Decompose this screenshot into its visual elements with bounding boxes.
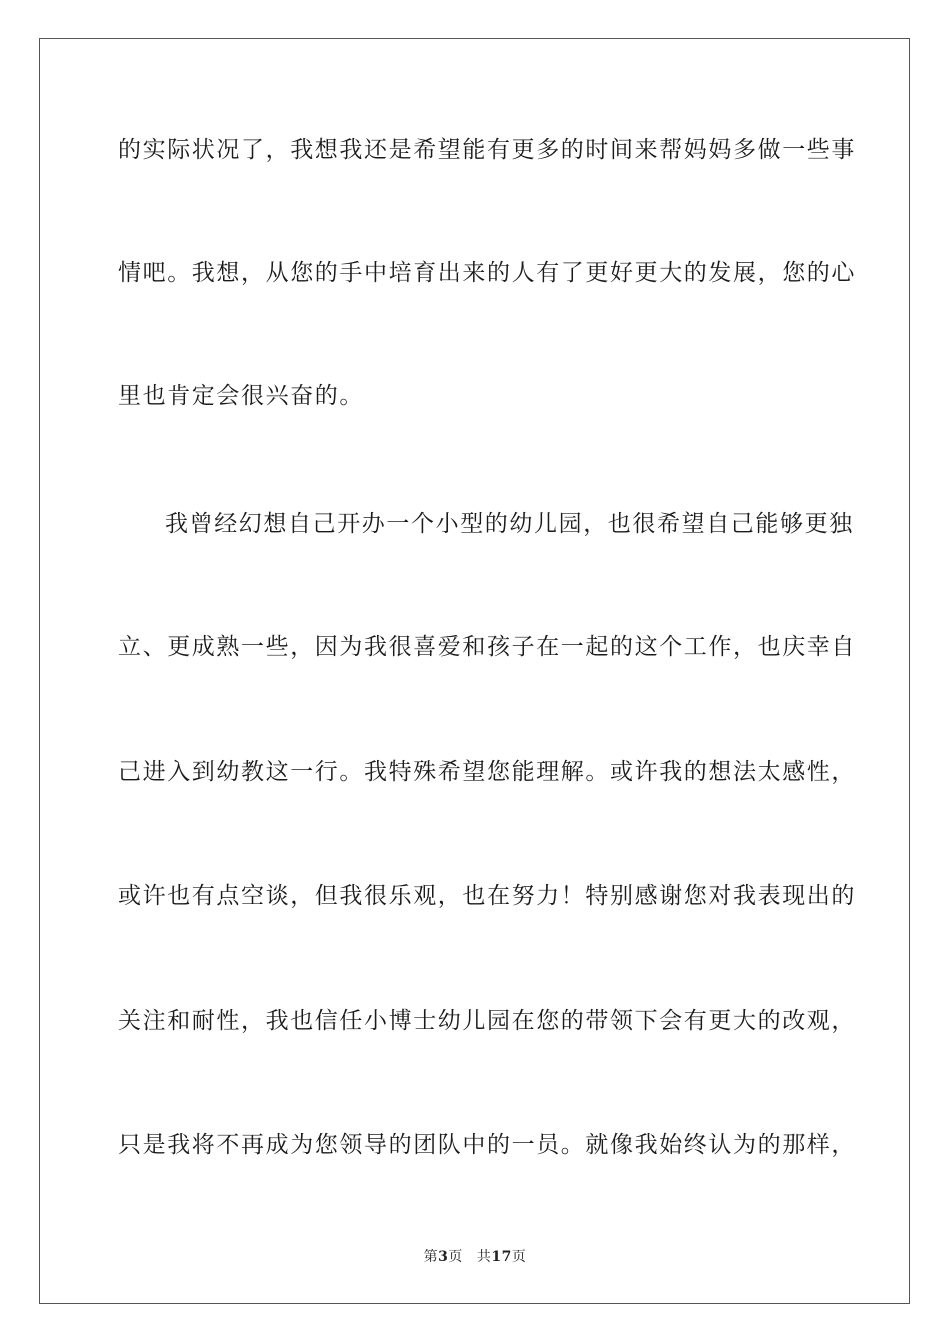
text-line-9: 只是我将不再成为您领导的团队中的一员。就像我始终认为的那样， xyxy=(118,1132,856,1158)
text-line-6: 己进入到幼教这一行。我特殊希望您能理解。或许我的想法太感性， xyxy=(118,759,856,785)
page-number: 3 xyxy=(438,1249,449,1265)
text-line-7: 或许也有点空谈，但我很乐观，也在努力！特别感谢您对我表现出的 xyxy=(118,883,856,909)
text-line-8: 关注和耐性，我也信任小博士幼儿园在您的带领下会有更大的改观， xyxy=(118,1008,856,1034)
page-footer xyxy=(0,1246,950,1266)
total-prefix: 共 xyxy=(476,1249,492,1265)
page-suffix: 页 xyxy=(448,1249,463,1265)
text-line-5: 立、更成熟一些，因为我很喜爱和孩子在一起的这个工作，也庆幸自 xyxy=(118,634,856,660)
text-line-2: 情吧。我想，从您的手中培育出来的人有了更好更大的发展，您的心 xyxy=(118,260,856,286)
total-suffix: 页 xyxy=(511,1249,527,1265)
text-line-1: 的实际状况了，我想我还是希望能有更多的时间来帮妈妈多做一些事 xyxy=(118,137,856,163)
text-line-4: 我曾经幻想自己开办一个小型的幼儿园，也很希望自己能够更独 xyxy=(165,511,854,537)
page-prefix: 第 xyxy=(423,1249,439,1265)
text-line-3: 里也肯定会很兴奋的。 xyxy=(118,383,364,409)
page-border xyxy=(39,38,910,1304)
total-pages: 17 xyxy=(491,1249,512,1265)
